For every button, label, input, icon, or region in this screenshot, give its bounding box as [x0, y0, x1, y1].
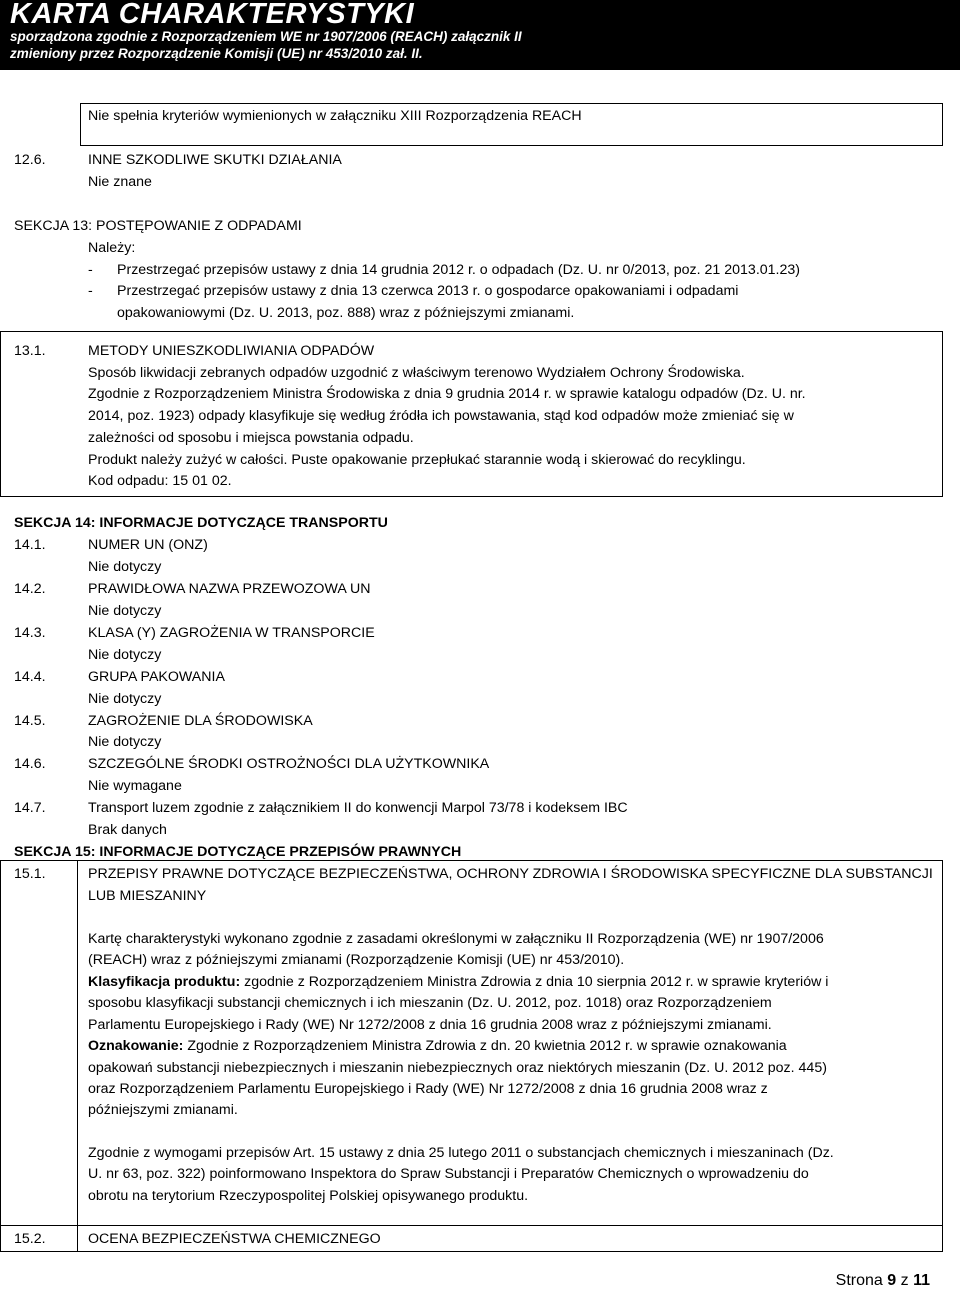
section-14-heading: SEKCJA 14: INFORMACJE DOTYCZĄCE TRANSPORTU: [14, 515, 388, 531]
item-title-14-3: KLASA (Y) ZAGROŻENIA W TRANSPORCIE: [88, 625, 375, 641]
notification-line-3: obrotu na terytorium Rzeczypospolitej Polskiej opisywanego produktu.: [88, 1188, 529, 1204]
item-number-14-1: 14.1.: [14, 537, 46, 553]
item-title-15-1: PRZEPISY PRAWNE DOTYCZĄCE BEZPIECZEŃSTWA, OCHRONY ZDROWIA I ŚRODOWISKA SPECYFICZNE DLA SUBSTANCJI: [88, 866, 933, 882]
item-title-14-2: PRAWIDŁOWA NAZWA PRZEWOZOWA UN: [88, 581, 371, 597]
item-number-15-2: 15.2.: [14, 1231, 46, 1247]
item-title-14-6: SZCZEGÓLNE ŚRODKI OSTROŻNOŚCI DLA UŻYTKOWNIKA: [88, 756, 490, 772]
item-value-14-2: Nie dotyczy: [88, 603, 162, 619]
item-number-14-4: 14.4.: [14, 669, 46, 685]
disposal-line-1: Sposób likwidacji zebranych odpadów uzgodnić z właściwym terenowo Wydziałem Ochrony Środowiska.: [88, 365, 745, 381]
item-value-14-7: Brak danych: [88, 822, 167, 838]
classification-line-2: sposobu klasyfikacji substancji chemicznych i ich mieszanin (Dz. U. 2012, poz. 1018) oraz Rozporządzeniem: [88, 995, 772, 1011]
item-title-14-1: NUMER UN (ONZ): [88, 537, 208, 553]
document-header: [0, 0, 960, 70]
document-title: KARTA CHARAKTERYSTYKI: [10, 0, 415, 30]
disposal-line-4: zależności od sposobu i miejsca powstania odpadu.: [88, 430, 414, 446]
section-13-intro: Należy:: [88, 240, 136, 256]
header-subtitle-amendment: zmieniony przez Rozporządzenie Komisji (UE) nr 453/2010 zał. II.: [10, 46, 423, 61]
labelling-line-3: oraz Rozporządzeniem Parlamentu Europejskiego i Rady (WE) Nr 1272/2008 z dnia 16 grudnia 2008 wraz z: [88, 1081, 768, 1097]
notification-line-1: Zgodnie z wymogami przepisów Art. 15 ustawy z dnia 25 lutego 2011 o substancjach chemicznych i mieszaninach (Dz.: [88, 1145, 834, 1161]
section-15-column-divider: [77, 860, 78, 1252]
item-title-14-5: ZAGROŻENIE DLA ŚRODOWISKA: [88, 713, 313, 729]
disposal-line-5: Produkt należy zużyć w całości. Puste opakowanie przepłukać starannie wodą i skierować do recyklingu.: [88, 452, 746, 468]
section-13-bullet-2: - Przestrzegać przepisów ustawy z dnia 13 czerwca 2013 r. o gospodarce opakowaniami i odpadami: [88, 283, 739, 299]
item-number-13-1: 13.1.: [14, 343, 46, 359]
labelling-line-1: Oznakowanie: Zgodnie z Rozporządzeniem Ministra Zdrowia z dn. 20 kwietnia 2012 r. w sprawie oznakowania: [88, 1038, 787, 1054]
item-title-15-1-cont: LUB MIESZANINY: [88, 888, 207, 904]
page-number: Strona 9 z 11: [835, 1272, 930, 1289]
classification-line-3: Parlamentu Europejskiego i Rady (WE) Nr 1272/2008 z dnia 16 grudnia 2008 wraz z późniejszymi zmianami.: [88, 1017, 772, 1033]
item-value-14-4: Nie dotyczy: [88, 691, 162, 707]
section-13-bullet-1: - Przestrzegać przepisów ustawy z dnia 14 grudnia 2012 r. o odpadach (Dz. U. nr 0/2013, poz. 21 2013.01.23): [88, 262, 800, 278]
header-subtitle-regulation: sporządzona zgodnie z Rozporządzeniem WE nr 1907/2006 (REACH) załącznik II: [10, 29, 522, 44]
section-13-heading: SEKCJA 13: POSTĘPOWANIE Z ODPADAMI: [14, 218, 302, 234]
reach-paragraph-line-1: Kartę charakterystyki wykonano zgodnie z zasadami określonymi w załączniku II Rozporządzenia (WE) nr 1907/2006: [88, 931, 824, 947]
item-title-12-6: INNE SZKODLIWE SKUTKI DZIAŁANIA: [88, 152, 342, 168]
item-number-14-7: 14.7.: [14, 800, 46, 816]
item-title-14-7: Transport luzem zgodnie z załącznikiem II do konwencji Marpol 73/78 i kodeksem IBC: [88, 800, 628, 816]
pbt-assessment-text: Nie spełnia kryteriów wymienionych w załączniku XIII Rozporządzenia REACH: [88, 108, 582, 124]
item-value-14-6: Nie wymagane: [88, 778, 182, 794]
notification-line-2: U. nr 63, poz. 322) poinformowano Inspektora do Spraw Substancji i Preparatów Chemicznych o wprowadzeniu do: [88, 1166, 809, 1182]
item-number-14-2: 14.2.: [14, 581, 46, 597]
item-value-12-6: Nie znane: [88, 174, 152, 190]
item-title-14-4: GRUPA PAKOWANIA: [88, 669, 225, 685]
item-number-14-3: 14.3.: [14, 625, 46, 641]
item-number-14-5: 14.5.: [14, 713, 46, 729]
waste-code: Kod odpadu: 15 01 02.: [88, 473, 232, 489]
item-value-14-5: Nie dotyczy: [88, 734, 162, 750]
item-value-14-1: Nie dotyczy: [88, 559, 162, 575]
labelling-label: Oznakowanie:: [88, 1038, 184, 1054]
labelling-line-2: opakowań substancji niebezpiecznych i mieszanin niebezpiecznych oraz niektórych mieszanin (Dz. U. 2012 poz. 445): [88, 1060, 827, 1076]
section-15-row-divider: [0, 1225, 943, 1226]
disposal-line-2: Zgodnie z Rozporządzeniem Ministra Środowiska z dnia 9 grudnia 2014 r. w sprawie katalogu odpadów (Dz. U. nr.: [88, 386, 806, 402]
item-value-14-3: Nie dotyczy: [88, 647, 162, 663]
classification-label: Klasyfikacja produktu:: [88, 974, 241, 990]
section-13-bullet-2-cont: opakowaniowymi (Dz. U. 2013, poz. 888) wraz z późniejszymi zmianami.: [117, 305, 575, 321]
item-number-12-6: 12.6.: [14, 152, 46, 168]
item-title-13-1: METODY UNIESZKODLIWIANIA ODPADÓW: [88, 343, 375, 359]
section-15-heading: SEKCJA 15: INFORMACJE DOTYCZĄCE PRZEPISÓW PRAWNYCH: [14, 844, 462, 860]
item-number-15-1: 15.1.: [14, 866, 46, 882]
classification-line-1: Klasyfikacja produktu: zgodnie z Rozporządzeniem Ministra Zdrowia z dnia 10 sierpnia 2012 r. w sprawie kryteriów i: [88, 974, 829, 990]
item-number-14-6: 14.6.: [14, 756, 46, 772]
labelling-line-4: późniejszymi zmianami.: [88, 1102, 238, 1118]
disposal-line-3: 2014, poz. 1923) odpady klasyfikuje się według źródła ich powstawania, stąd kod odpadów może zmieniać się w: [88, 408, 794, 424]
item-title-15-2: OCENA BEZPIECZEŃSTWA CHEMICZNEGO: [88, 1231, 381, 1247]
reach-paragraph-line-2: (REACH) wraz z późniejszymi zmianami (Rozporządzenie Komisji (UE) nr 453/2010).: [88, 952, 625, 968]
